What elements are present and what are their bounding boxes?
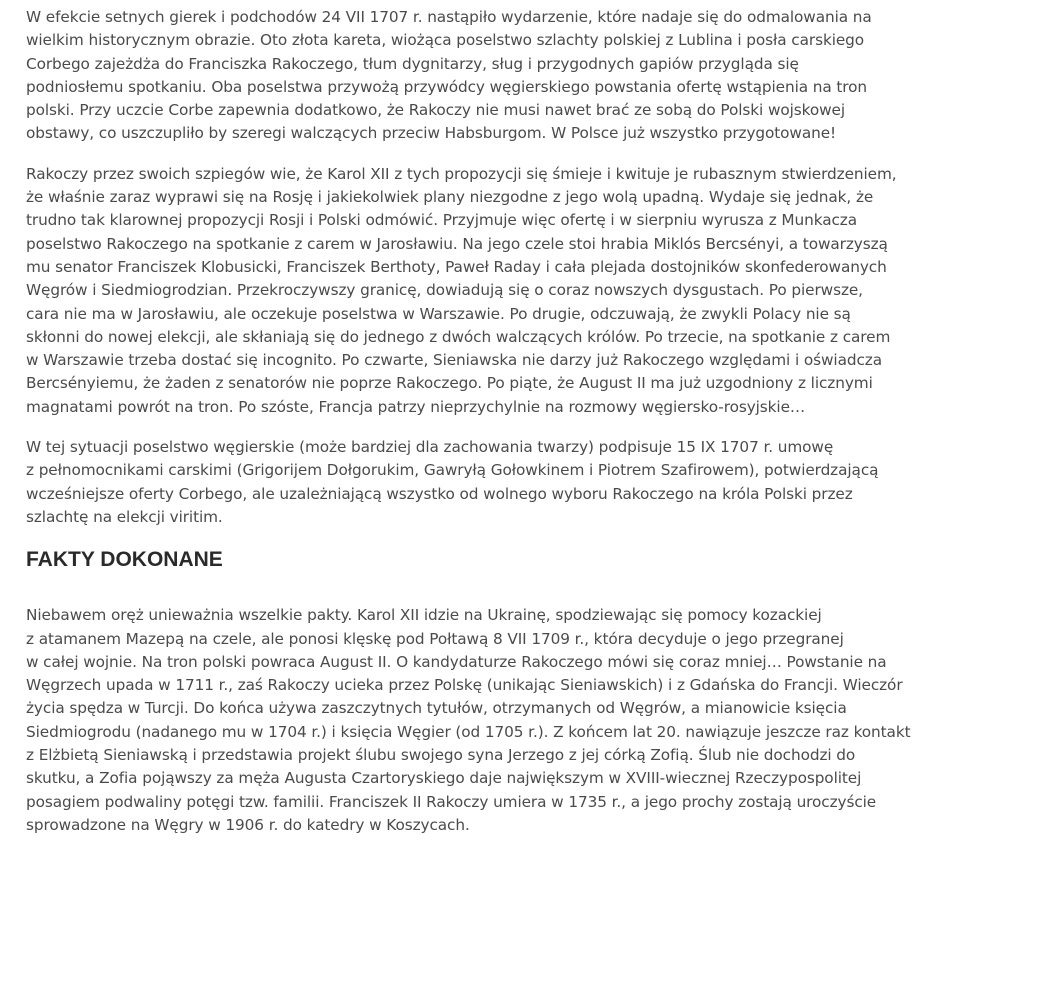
paragraph-golden-carriage: W efekcie setnych gierek i podchodów 24 VII 1707 r. nastąpiło wydarzenie, które nadaje się do odmalowania na wielkim historycznym obrazie. Oto złota kareta, wiożąca poselstwo szlachty polskiej z Lublina i posła carskiego Corbego zajeżdża do Franciszka Rakoczego, tłum dygnitarzy, sług i przygodnych gapiów przygląda się podniosłemu spotkaniu. Oba poselstwa przywożą przywódcy węgierskiego powstania ofertę wstąpienia na tron polski. Przy uczcie Corbe zapewnia dodatkowo, że Rakoczy nie musi nawet brać ze sobą do Polski wojskowej obstawy, co uszczupliło by szeregi walczących przeciw Habsburgom. W Polsce już wszystko przygotowane! bbox=[26, 8, 872, 143]
article-body bbox=[26, 6, 1021, 854]
paragraph-fait-accompli: Niebawem oręż unieważnia wszelkie pakty. Karol XII idzie na Ukrainę, spodziewając się pomocy kozackiej z atamanem Mazepą na czele, ale ponosi klęskę pod Połtawą 8 VII 1709 r., która decyduje o jego przegranej w całej wojnie. Na tron polski powraca August II. O kandydaturze Rakoczego mówi się coraz mniej… Powstanie na Węgrzech upada w 1711 r., zaś Rakoczy ucieka przez Polskę (unikając Sieniawskich) i z Gdańska do Francji. Wieczór życia spędza w Turcji. Do końca używa zaszczytnych tytułów, otrzymanych od Węgrów, a mianowicie księcia Siedmiogrodu (nadanego mu w 1704 r.) i księcia Węgier (od 1705 r.). Z końcem lat 20. nawiązuje jeszcze raz kontakt z Elżbietą Sieniawską i przedstawia projekt ślubu swojego syna Jerzego z jej córką Zofią. Ślub nie dochodzi do skutku, a Zofia pojąwszy za męża Augusta Czartoryskiego daje największym w XVIII-wiecznej Rzeczypospolitej posagiem podwaliny potęgi tzw. familii. Franciszek II Rakoczy umiera w 1735 r., a jego prochy zostają uroczyście sprowadzone na Węgry w 1906 r. do katedry w Koszycach. bbox=[26, 606, 911, 834]
section-heading: FAKTY DOKONANE bbox=[26, 548, 223, 572]
paragraph-treaty: W tej sytuacji poselstwo węgierskie (może bardziej dla zachowania twarzy) podpisuje 15 IX 1707 r. umowę z pełnomocnikami carskimi (Grigorijem Dołgorukim, Gawryłą Gołowkinem i Piotrem Szafirowem), potwierdzającą wcześniejsze oferty Corbego, ale uzależniającą wszystko od wolnego wyboru Rakoczego na króla Polski przez szlachtę na elekcji viritim. bbox=[26, 438, 879, 526]
paragraph-rakoczy-spies: Rakoczy przez swoich szpiegów wie, że Karol XII z tych propozycji się śmieje i kwituje je rubasznym stwierdzeniem, że właśnie zaraz wyprawi się na Rosję i jakiekolwiek plany niezgodne z jego wolą upadną. Wydaje się jednak, że trudno tak klarownej propozycji Rosji i Polski odmówić. Przyjmuje więc ofertę i w sierpniu wyrusza z Munkacza poselstwo Rakoczego na spotkanie z carem w Jarosławiu. Na jego czele stoi hrabia Miklós Bercsényi, a towarzyszą mu senator Franciszek Klobusicki, Franciszek Berthoty, Paweł Raday i cała plejada dostojników skonfederowanych Węgrów i Siedmiogrodzian. Przekroczywszy granicę, dowiadują się o coraz nowszych dysgustach. Po pierwsze, cara nie ma w Jarosławiu, ale oczekuje poselstwa w Warszawie. Po drugie, odczuwają, że zwykli Polacy nie są skłonni do nowej elekcji, ale skłaniają się do jednego z dwóch walczących królów. Po trzecie, na spotkanie z carem w Warszawie trzeba dostać się incognito. Po czwarte, Sieniawska nie darzy już Rakoczego względami i oświadcza Bercsényiemu, że żaden z senatorów nie poprze Rakoczego. Po piąte, że August II ma już uzgodniony z licznymi magnatami powrót na tron. Po szóste, Francja patrzy nieprzychylnie na rozmowy węgiersko-rosyjskie… bbox=[26, 164, 897, 416]
